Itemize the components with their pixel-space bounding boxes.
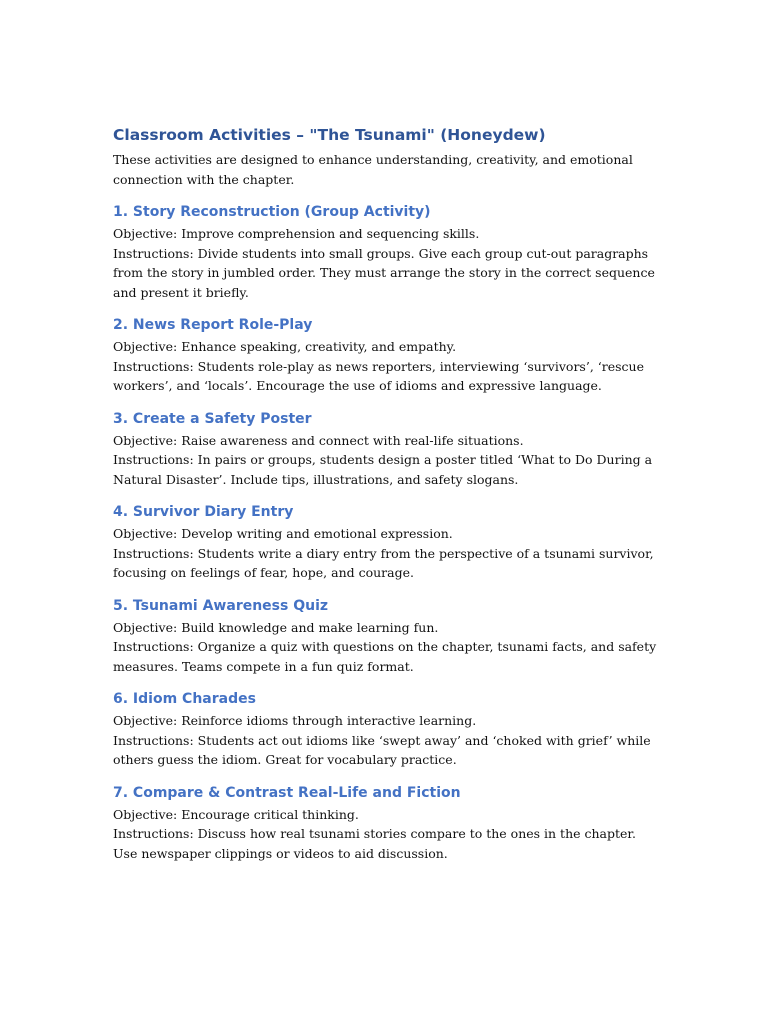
section-heading: 4. Survivor Diary Entry (113, 504, 294, 520)
instructions-text: Instructions: Students role-play as news reporters, interviewing ‘survivors’, ‘rescue workers’, and ‘locals’. Encourage the use of idioms and expressive language. (113, 358, 644, 393)
activity-section-4 (113, 502, 661, 583)
activity-section-1 (113, 202, 661, 302)
objective-text: Objective: Improve comprehension and sequencing skills. (113, 226, 480, 241)
instructions-text: Instructions: Students act out idioms like ‘swept away’ and ‘choked with grief’ while others guess the idiom. Great for vocabulary practice. (113, 732, 651, 767)
section-heading: 7. Compare & Contrast Real-Life and Fiction (113, 784, 461, 801)
instructions-text: Instructions: Organize a quiz with questions on the chapter, tsunami facts, and safety measures. Teams compete in a fun quiz format. (113, 639, 657, 674)
objective-text: Objective: Build knowledge and make learning fun. (113, 619, 439, 635)
instructions-text: Instructions: In pairs or groups, students design a poster titled ‘What to Do During a Natural Disaster’. Include tips, illustrations, and safety slogans. (113, 452, 653, 487)
document-page (113, 124, 661, 876)
objective-text: Objective: Develop writing and emotional expression. (113, 526, 453, 541)
activity-section-3 (113, 409, 661, 490)
section-heading: 2. News Report Role-Play (113, 317, 313, 333)
section-heading: 1. Story Reconstruction (Group Activity) (113, 204, 431, 220)
document-title: Classroom Activities – "The Tsunami" (Honeydew) (113, 126, 546, 144)
objective-text: Objective: Enhance speaking, creativity, and empathy. (113, 339, 457, 354)
objective-text: Objective: Encourage critical thinking. (113, 806, 359, 822)
section-heading: 5. Tsunami Awareness Quiz (113, 597, 329, 614)
activity-section-7 (113, 783, 661, 864)
section-heading: 3. Create a Safety Poster (113, 410, 312, 427)
activity-section-2 (113, 315, 661, 396)
instructions-text: Instructions: Discuss how real tsunami stories compare to the ones in the chapter. Use newspaper clippings or videos to aid discussion. (113, 826, 636, 861)
objective-text: Objective: Reinforce idioms through interactive learning. (113, 713, 477, 728)
objective-text: Objective: Raise awareness and connect with real-life situations. (113, 432, 524, 448)
instructions-text: Instructions: Students write a diary entry from the perspective of a tsunami survivor, focusing on feelings of fear, hope, and courage. (113, 545, 654, 580)
activity-section-6 (113, 689, 661, 770)
intro-paragraph: These activities are designed to enhance understanding, creativity, and emotional connection with the chapter. (113, 152, 633, 187)
activity-section-5 (113, 596, 661, 677)
instructions-text: Instructions: Divide students into small groups. Give each group cut-out paragraphs from the story in jumbled order. They must arrange the story in the correct sequence and present it briefly. (113, 245, 655, 300)
section-heading: 6. Idiom Charades (113, 691, 256, 707)
